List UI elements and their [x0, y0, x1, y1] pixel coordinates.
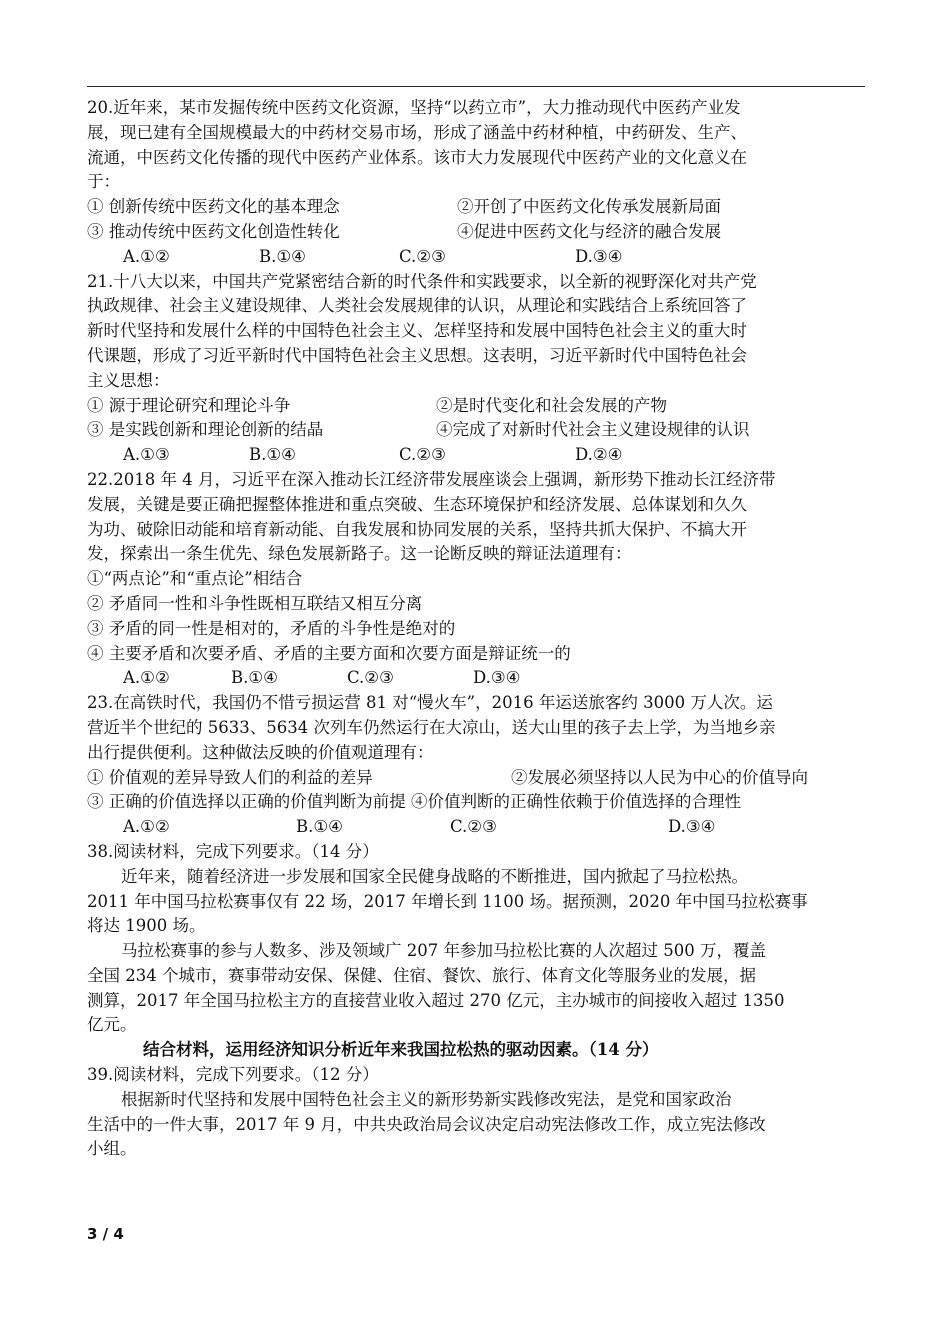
- q23-line: 出行提供便利。这种做法反映的价值观道理有：: [87, 742, 434, 762]
- q22-answer-b: B.①④: [231, 668, 278, 688]
- q22-answer-d: D.③④: [473, 668, 521, 688]
- q38-para1-line: 近年来，随着经济进一步发展和国家全民健身战略的不断推进，国内掀起了马拉松热。: [121, 866, 748, 886]
- q20-options-row: [87, 195, 865, 220]
- page-content: [87, 96, 865, 1162]
- q21-answer-b: B.①④: [249, 445, 296, 465]
- q38-para2-line: 马拉松赛事的参与人数多、涉及领域广 207 年参加马拉松比赛的人次超过 500 万，覆盖: [121, 941, 766, 961]
- question-21: [87, 270, 865, 468]
- q21-answers: [87, 443, 865, 468]
- question-20: [87, 96, 865, 270]
- q38-para2-line: 亿元。: [87, 1015, 137, 1035]
- q20-option-2: ②开创了中医药文化传承发展新局面: [457, 197, 721, 217]
- q23-line: 23.在高铁时代，我国仍不惜亏损运营 81 对“慢火车”，2016 年运送旅客约 3000 万人次。运: [87, 693, 773, 713]
- q23-answer-b: B.①④: [296, 817, 343, 837]
- q23-option-1: ① 价值观的差异导致人们的利益的差异: [87, 767, 373, 787]
- q22-line: 发，探索出一条生优先、绿色发展新路子。这一论断反映的辩证法道理有：: [87, 544, 632, 564]
- page-number: 3 / 4: [87, 1225, 124, 1243]
- q39-header: 39.阅读材料，完成下列要求。（12 分）: [87, 1065, 379, 1085]
- q21-option-2: ②是时代变化和社会发展的产物: [436, 395, 667, 415]
- q23-line: 营近半个世纪的 5633、5634 次列车仍然运行在大凉山，送大山里的孩子去上学，为当地乡亲: [87, 717, 776, 737]
- q22-answer-a: A.①②: [123, 668, 170, 688]
- q20-line: 于：: [87, 172, 120, 192]
- q38-task: 结合材料，运用经济知识分析近年来我国拉松热的驱动因素。（14 分）: [143, 1040, 659, 1060]
- q20-line: 流通，中医药文化传播的现代中医药产业体系。该市大力发展现代中医药产业的文化意义在: [87, 147, 747, 167]
- question-38: [87, 840, 865, 1063]
- q39-para1-line: 生活中的一件大事，2017 年 9 月，中共央政治局会议决定启动宪法修改工作，成立宪法修改: [87, 1114, 766, 1134]
- q21-options-row: [87, 394, 865, 419]
- q21-option-3: ③ 是实践创新和理论创新的结晶: [87, 420, 324, 440]
- q39-para1-line: 小组。: [87, 1139, 137, 1159]
- q20-line: 展，现已建有全国规模最大的中药材交易市场，形成了涵盖中药材种植，中药研发、生产、: [87, 122, 747, 142]
- q22-line: 发展，关键是要正确把握整体推进和重点突破、生态环境保护和经济发展、总体谋划和久久: [87, 494, 747, 514]
- q22-option-4: ④ 主要矛盾和次要矛盾、矛盾的主要方面和次要方面是辩证统一的: [87, 643, 571, 663]
- q22-answers: [87, 666, 865, 691]
- q38-para1-line: 2011 年中国马拉松赛事仅有 22 场，2017 年增长到 1100 场。据预测，2020 年中国马拉松赛事: [87, 891, 808, 911]
- q21-option-1: ① 源于理论研究和理论斗争: [87, 395, 291, 415]
- q38-header: 38.阅读材料，完成下列要求。（14 分）: [87, 841, 379, 861]
- q21-answer-a: A.①③: [123, 445, 170, 465]
- q22-option-3: ③ 矛盾的同一性是相对的，矛盾的斗争性是绝对的: [87, 618, 456, 638]
- q20-answer-b: B.①④: [259, 246, 306, 266]
- q20-option-1: ① 创新传统中医药文化的基本理念: [87, 197, 340, 217]
- q22-option-2: ② 矛盾同一性和斗争性既相互联结又相互分离: [87, 593, 423, 613]
- q22-answer-c: C.②③: [347, 668, 394, 688]
- question-23: [87, 691, 865, 840]
- q23-answer-c: C.②③: [450, 817, 497, 837]
- q21-line: 新时代坚持和发展什么样的中国特色社会主义、怎样坚持和发展中国特色社会主义的重大时: [87, 321, 747, 341]
- q20-option-4: ④促进中医药文化与经济的融合发展: [457, 221, 721, 241]
- question-22: [87, 468, 865, 691]
- q23-answer-a: A.①②: [123, 817, 170, 837]
- q20-answer-a: A.①②: [123, 246, 170, 266]
- q21-answer-c: C.②③: [399, 445, 446, 465]
- q22-line: 为功、破除旧动能和培育新动能、自我发展和协同发展的关系，坚持共抓大保护、不搞大开: [87, 519, 747, 539]
- q20-options-row: [87, 220, 865, 245]
- q21-line: 代课题，形成了习近平新时代中国特色社会主义思想。这表明，习近平新时代中国特色社会: [87, 345, 747, 365]
- q20-option-3: ③ 推动传统中医药文化创造性转化: [87, 221, 340, 241]
- q20-answers: [87, 245, 865, 270]
- q20-line: 20.近年来，某市发掘传统中医药文化资源，坚持“以药立市”，大力推动现代中医药产业发: [87, 98, 741, 117]
- q21-line: 主义思想：: [87, 370, 170, 390]
- q21-line: 执政规律、社会主义建设规律、人类社会发展规律的认识，从理论和实践结合上系统回答了: [87, 296, 747, 316]
- q21-option-4: ④完成了对新时代社会主义建设规律的认识: [436, 420, 750, 440]
- q38-para1-line: 将达 1900 场。: [87, 916, 206, 936]
- q22-line: 22.2018 年 4 月，习近平在深入推动长江经济带发展座谈会上强调，新形势下推动长江经济带: [87, 469, 776, 489]
- q23-answers: [87, 815, 865, 840]
- q23-option-2: ②发展必须坚持以人民为中心的价值导向: [511, 767, 808, 787]
- header-rule: [87, 86, 865, 87]
- q39-para1-line: 根据新时代坚持和发展中国特色社会主义的新形势新实践修改宪法，是党和国家政治: [121, 1089, 732, 1109]
- q21-line: 21.十八大以来，中国共产党紧密结合新的时代条件和实践要求，以全新的视野深化对共产党: [87, 271, 757, 291]
- q23-options-3-4: ③ 正确的价值选择以正确的价值判断为前提 ④价值判断的正确性依赖于价值选择的合理性: [87, 792, 741, 812]
- q21-options-row: [87, 418, 865, 443]
- q20-answer-c: C.②③: [399, 246, 446, 266]
- q23-answer-d: D.③④: [668, 817, 716, 837]
- question-39: [87, 1063, 865, 1162]
- q23-options-row: [87, 766, 865, 791]
- q21-answer-d: D.②④: [575, 445, 623, 465]
- q38-para2-line: 测算，2017 年全国马拉松主方的直接营业收入超过 270 亿元，主办城市的间接收入超过 1350: [87, 990, 785, 1010]
- q22-option-1: ①“两点论”和“重点论”相结合: [87, 569, 303, 589]
- q38-para2-line: 全国 234 个城市，赛事带动安保、保健、住宿、餐饮、旅行、体育文化等服务业的发展，据: [87, 965, 756, 985]
- q20-answer-d: D.③④: [575, 246, 623, 266]
